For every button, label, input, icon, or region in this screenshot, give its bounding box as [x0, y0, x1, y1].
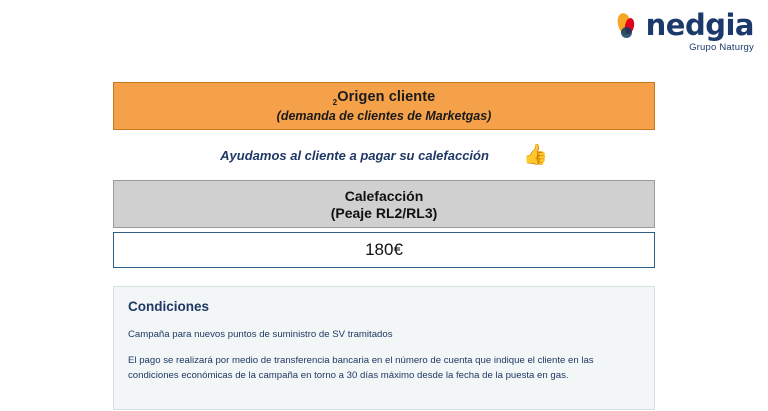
origin-title: Origen cliente: [337, 89, 436, 106]
origin-band: [113, 82, 655, 130]
price-box: [113, 232, 655, 268]
product-tariff: (Peaje RL2/RL3): [330, 204, 438, 221]
brand-logo: [618, 7, 754, 53]
origin-title-line: [333, 89, 436, 107]
conditions-paragraph-1: Campaña para nuevos puntos de suministro de SV tramitados: [128, 329, 393, 340]
product-name: Calefacción: [344, 187, 424, 204]
origin-superscript: 2: [332, 97, 338, 107]
conditions-heading: Condiciones: [128, 299, 210, 314]
conditions-panel: [113, 286, 655, 410]
product-band: [113, 180, 655, 228]
logo-lockup: [618, 7, 754, 42]
slide-content: [113, 82, 655, 410]
origin-subtitle: (demanda de clientes de Marketgas): [276, 108, 492, 123]
tagline-text: Ayudamos al cliente a pagar su calefacción: [220, 147, 489, 163]
thumbs-up-icon: 👍: [522, 144, 548, 166]
price-value: 180€: [365, 240, 403, 259]
tagline-row: [113, 130, 655, 180]
conditions-paragraph-2: El pago se realizará por medio de transferencia bancaria en el número de cuenta que indique el cliente en las condiciones económicas de la campaña en torno a 30 días máximo desde la fecha de la puesta en gas.: [128, 355, 594, 381]
brand-name: nedgia: [645, 7, 754, 42]
brand-tagline: Grupo Naturgy: [689, 42, 754, 53]
flame-icon: [618, 10, 644, 40]
